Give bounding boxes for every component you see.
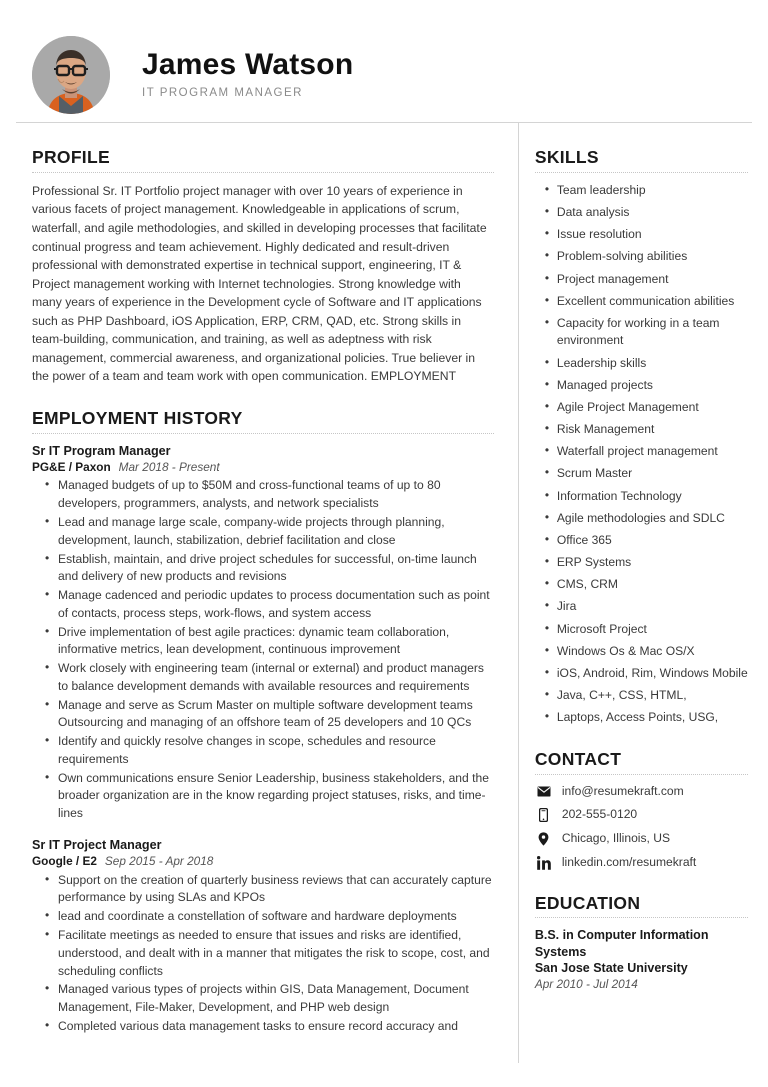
skill-item: • Problem-solving abilities — [557, 248, 748, 266]
skill-item: • Jira — [557, 598, 748, 616]
contact-row-location — [535, 831, 748, 847]
job-bullet: • Work closely with engineering team (internal or external) and product managers to balance development demands with available resources and requirements — [58, 660, 494, 696]
job-bullet: • Facilitate meetings as needed to ensure that issues and risks are identified, understood, and dealt with in a manner that mitigates the risk to scope, cost, and scheduling conflicts — [58, 927, 494, 980]
profile-text: Professional Sr. IT Portfolio project manager with over 10 years of experience in various facets of project management. Knowledgeable in applications of scrum, waterfall, and agile methodologies, and skilled in developing processes that facilitate continual progress and team achievement. Highly dedicated and result-driven professional with demonstrated expertise in technical support, engineering, IT & Project management working with Internet technologies. Strong knowledge with many years of experience in the Development cycle of Software and IT applications such as PHP Dashboard, iOS Application, ERP, CRM, QAD, etc. Strong skills in team-building, communication, and training, as well as adeptness with risk management, commercial awareness, and organizational policies. True believer in the power of a team and team work with open communication. EMPLOYMENT — [32, 183, 487, 384]
contact-list — [535, 784, 748, 871]
skill-item: • Agile methodologies and SDLC — [557, 510, 748, 528]
contact-row-linkedin — [535, 855, 748, 871]
job-entry — [32, 837, 494, 1036]
contact-phone[interactable]: 202-555-0120 — [561, 807, 638, 822]
skill-item: • CMS, CRM — [557, 576, 748, 594]
section-employment — [32, 408, 494, 1036]
job-entry — [32, 443, 494, 823]
job-company: PG&E / Paxon — [32, 460, 111, 475]
skill-item: • Risk Management — [557, 421, 748, 439]
skill-item: • Java, C++, CSS, HTML, — [557, 687, 748, 705]
skill-item: • Scrum Master — [557, 465, 748, 483]
job-bullet: • Manage and serve as Scrum Master on multiple software development teams Outsourcing and managing of an offshore team of 25 developers and 10 QCs — [58, 697, 494, 733]
job-bullet: • Own communications ensure Senior Leadership, business stakeholders, and the broader organization are in the know regarding project statuses, risks, and time-lines — [58, 770, 494, 823]
job-company: Google / E2 — [32, 854, 97, 869]
skill-item: • Waterfall project management — [557, 443, 748, 461]
skill-item: • Agile Project Management — [557, 399, 748, 417]
education-degree: B.S. in Computer Information Systems — [534, 928, 709, 959]
mobile-phone-icon — [535, 808, 553, 822]
skills-list — [535, 182, 748, 727]
skill-item: • Leadership skills — [557, 355, 748, 373]
job-bullet: • Completed various data management tasks to ensure record accuracy and — [58, 1018, 494, 1036]
skill-item: • iOS, Android, Rim, Windows Mobile — [557, 665, 748, 683]
job-bullet: • Lead and manage large scale, company-wide projects through planning, development, launch, stabilization, debrief facilitation and close — [58, 514, 494, 550]
contact-email[interactable]: info@resumekraft.com — [561, 783, 684, 798]
job-bullets — [32, 477, 494, 823]
section-education — [535, 893, 748, 993]
skill-item: • Office 365 — [557, 532, 748, 550]
education-entry — [535, 927, 748, 992]
job-bullet: • Manage cadenced and periodic updates to process documentation such as point of contacts, process steps, work-flows, and system access — [58, 587, 494, 623]
job-bullet: • Managed various types of projects within GIS, Data Management, Document Management, File-Maker, Development, and PHP web design — [58, 981, 494, 1017]
candidate-name: James Watson — [142, 47, 354, 81]
profile-photo-icon — [32, 36, 110, 114]
contact-heading: CONTACT — [534, 748, 622, 769]
education-school: San Jose State University — [534, 961, 688, 976]
skills-heading-rule — [535, 172, 748, 173]
skill-item: • Capacity for working in a team environment — [557, 315, 748, 350]
skill-item: • Microsoft Project — [557, 621, 748, 639]
skill-item: • Information Technology — [557, 488, 748, 506]
skill-item: • Data analysis — [557, 204, 748, 222]
contact-location: Chicago, Illinois, US — [561, 831, 671, 846]
job-dates: Mar 2018 - Present — [118, 460, 220, 475]
skill-item: • Laptops, Access Points, USG, — [557, 709, 748, 727]
profile-heading-rule — [32, 172, 494, 173]
resume-header — [0, 0, 768, 122]
employment-heading-rule — [32, 433, 494, 434]
job-bullet: • Managed budgets of up to $50M and cross-functional teams of up to 80 developers, programmers, analysts, and network specialists — [58, 477, 494, 513]
contact-row-phone — [535, 807, 748, 823]
education-dates: Apr 2010 - Jul 2014 — [534, 976, 638, 991]
skill-item: • Team leadership — [557, 182, 748, 200]
linkedin-icon — [535, 856, 553, 870]
job-dates: Sep 2015 - Apr 2018 — [104, 854, 214, 869]
skill-item: • ERP Systems — [557, 554, 748, 572]
candidate-job-title: IT PROGRAM MANAGER — [142, 86, 303, 99]
resume-body — [0, 123, 768, 1063]
job-bullet: • Identify and quickly resolve changes in scope, schedules and resource requirements — [58, 733, 494, 769]
job-meta — [32, 854, 494, 869]
job-role: Sr IT Project Manager — [32, 838, 162, 852]
profile-heading: PROFILE — [32, 147, 110, 167]
job-bullet: • Drive implementation of best agile practices: dynamic team collaboration, informative metrics, lean development, continuous improvement — [58, 624, 494, 660]
job-bullet: • lead and coordinate a constellation of software and hardware deployments — [58, 908, 494, 926]
skill-item: • Excellent communication abilities — [557, 293, 748, 311]
skill-item: • Project management — [557, 271, 748, 289]
job-meta — [32, 460, 494, 475]
contact-linkedin[interactable]: linkedin.com/resumekraft — [561, 854, 697, 869]
contact-heading-rule — [535, 774, 748, 775]
education-heading-rule — [535, 917, 748, 918]
job-role: Sr IT Program Manager — [32, 443, 171, 458]
main-column — [0, 123, 518, 1063]
skill-item: • Windows Os & Mac OS/X — [557, 643, 748, 661]
header-text-block — [142, 48, 353, 103]
job-bullet: • Establish, maintain, and drive project schedules for successful, on-time launch and delivery of new products and revisions — [58, 551, 494, 587]
avatar — [32, 36, 110, 114]
skills-heading: SKILLS — [534, 147, 599, 167]
contact-row-email — [535, 784, 748, 800]
envelope-icon — [535, 786, 553, 797]
education-heading: EDUCATION — [534, 892, 641, 913]
section-profile — [32, 147, 494, 386]
job-bullet: • Support on the creation of quarterly business reviews that can accurately capture performance by using SLAs and KPOs — [58, 872, 494, 908]
employment-heading: EMPLOYMENT HISTORY — [32, 407, 243, 428]
sidebar-column — [519, 123, 768, 1063]
skill-item: • Issue resolution — [557, 226, 748, 244]
section-contact — [535, 749, 748, 871]
map-pin-icon — [535, 832, 553, 846]
section-skills — [535, 147, 748, 727]
job-bullets — [32, 872, 494, 1036]
skill-item: • Managed projects — [557, 377, 748, 395]
